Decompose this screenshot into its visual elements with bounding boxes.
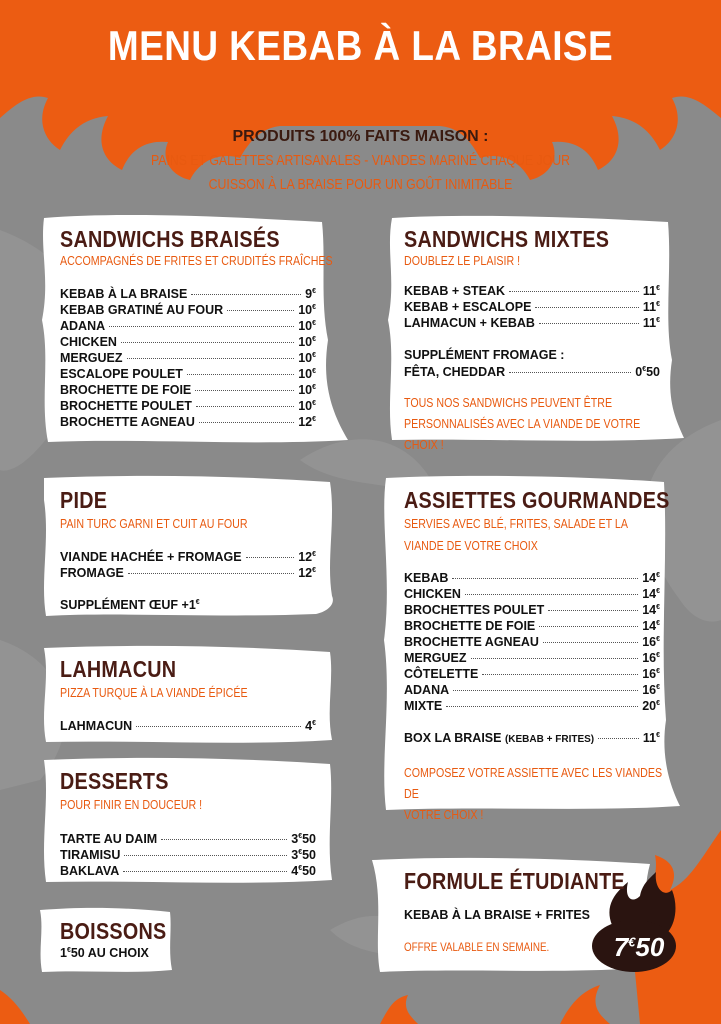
item-price: 11€ bbox=[642, 731, 660, 745]
section-title: FORMULE ÉTUDIANTE bbox=[404, 868, 625, 894]
formula-price-badge: 7€50 bbox=[613, 932, 665, 962]
menu-item bbox=[404, 651, 660, 667]
item-name: KEBAB + ESCALOPE bbox=[404, 300, 532, 314]
item-price: 10€ bbox=[298, 351, 316, 365]
section-title: SANDWICHS MIXTES bbox=[404, 226, 610, 252]
supplement-label: SUPPLÉMENT FROMAGE : bbox=[404, 348, 565, 362]
item-price: 10€ bbox=[298, 335, 316, 349]
menu-item bbox=[404, 731, 660, 747]
item-name: CÔTELETTE bbox=[404, 667, 479, 681]
leader-dots bbox=[482, 674, 638, 675]
item-price: 14€ bbox=[642, 587, 660, 601]
item-price: 16€ bbox=[642, 635, 660, 649]
item-name: BROCHETTES POULET bbox=[404, 603, 545, 617]
item-name: FROMAGE bbox=[60, 566, 124, 580]
leader-dots bbox=[195, 390, 294, 391]
leader-dots bbox=[598, 738, 639, 739]
item-price: 10€ bbox=[298, 319, 316, 333]
menu-item bbox=[60, 566, 316, 582]
item-name: ADANA bbox=[60, 319, 106, 333]
item-price: 12€ bbox=[298, 415, 316, 429]
leader-dots bbox=[535, 307, 638, 308]
item-price: 16€ bbox=[642, 667, 660, 681]
section-title: PIDE bbox=[60, 487, 108, 513]
item-price: 3€50 bbox=[291, 848, 316, 862]
item-price: 11€ bbox=[642, 284, 660, 298]
item-price: 16€ bbox=[642, 683, 660, 697]
menu-item bbox=[404, 284, 660, 300]
item-name: ADANA bbox=[404, 683, 450, 697]
section-subtitle: ACCOMPAGNÉS DE FRITES ET CRUDITÉS FRAÎCHES bbox=[60, 253, 333, 268]
menu-item bbox=[404, 587, 660, 603]
item-name: BOX LA BRAISE (KEBAB + FRITES) bbox=[404, 731, 595, 745]
item-name: TIRAMISU bbox=[60, 848, 121, 862]
section-subtitle: DOUBLEZ LE PLAISIR ! bbox=[404, 253, 521, 268]
leader-dots bbox=[509, 291, 639, 292]
item-price: 11€ bbox=[642, 300, 660, 314]
item-price: 12€ bbox=[298, 566, 316, 580]
leader-dots bbox=[471, 658, 639, 659]
section-subtitle: SERVIES AVEC BLÉ, FRITES, SALADE ET LA VIANDE DE VOTRE CHOIX bbox=[404, 516, 628, 553]
intro-line: CUISSON À LA BRAISE POUR UN GOÛT INIMITABLE bbox=[208, 176, 513, 193]
section-title: BOISSONS bbox=[60, 918, 167, 944]
menu-item bbox=[60, 550, 316, 566]
menu-item bbox=[404, 603, 660, 619]
item-name: KEBAB À LA BRAISE bbox=[60, 287, 188, 301]
item-price: 20€ bbox=[642, 699, 660, 713]
item-price: 14€ bbox=[642, 603, 660, 617]
item-price: 14€ bbox=[642, 619, 660, 633]
item-name: KEBAB + STEAK bbox=[404, 284, 506, 298]
intro-line: PAINS ET GALETTES ARTISANALES - VIANDES MARINÉ CHAQUE JOUR bbox=[151, 152, 570, 169]
section-title: DESSERTS bbox=[60, 768, 169, 794]
menu-item bbox=[60, 848, 316, 864]
menu-item bbox=[404, 316, 660, 332]
section-title: LAHMACUN bbox=[60, 656, 177, 682]
item-name: LAHMACUN bbox=[60, 719, 133, 733]
menu-item bbox=[404, 365, 660, 381]
item-price: 9€ bbox=[305, 287, 316, 301]
menu-item bbox=[404, 619, 660, 635]
leader-dots bbox=[452, 578, 638, 579]
item-name: KEBAB GRATINÉ AU FOUR bbox=[60, 303, 224, 317]
item-price: 4€50 bbox=[291, 864, 316, 878]
item-price: 12€ bbox=[298, 550, 316, 564]
leader-dots bbox=[191, 294, 301, 295]
menu-item bbox=[60, 399, 316, 415]
item-name: BROCHETTE AGNEAU bbox=[404, 635, 539, 649]
item-price: 10€ bbox=[298, 399, 316, 413]
leader-dots bbox=[128, 573, 294, 574]
menu-item bbox=[60, 287, 316, 303]
item-price: 10€ bbox=[298, 303, 316, 317]
menu-item bbox=[404, 699, 660, 715]
item-price: 4€ bbox=[305, 719, 316, 733]
item-name: FÊTA, CHEDDAR bbox=[404, 365, 506, 379]
section-note: TOUS NOS SANDWICHS PEUVENT ÊTRE PERSONNALISÉS AVEC LA VIANDE DE VOTRE CHOIX ! bbox=[404, 395, 641, 452]
item-name: CHICKEN bbox=[404, 587, 461, 601]
section-title: SANDWICHS BRAISÉS bbox=[60, 226, 280, 252]
menu-item bbox=[60, 719, 316, 735]
menu-item bbox=[60, 864, 316, 880]
item-price: 0€50 bbox=[635, 365, 660, 379]
menu-item bbox=[60, 335, 316, 351]
item-name: KEBAB bbox=[404, 571, 449, 585]
menu-item bbox=[60, 367, 316, 383]
formula-item: KEBAB À LA BRAISE + FRITES bbox=[404, 908, 591, 922]
leader-dots bbox=[227, 310, 294, 311]
item-name: VIANDE HACHÉE + FROMAGE bbox=[60, 550, 242, 564]
leader-dots bbox=[539, 626, 638, 627]
menu-item bbox=[60, 351, 316, 367]
leader-dots bbox=[246, 557, 295, 558]
formula-note: OFFRE VALABLE EN SEMAINE. bbox=[404, 940, 550, 954]
item-name: BROCHETTE AGNEAU bbox=[60, 415, 195, 429]
menu-item bbox=[60, 303, 316, 319]
item-name: ESCALOPE POULET bbox=[60, 367, 183, 381]
section-note: COMPOSEZ VOTRE ASSIETTE AVEC LES VIANDES DE VOTRE CHOIX ! bbox=[404, 765, 663, 822]
section-subtitle: PIZZA TURQUE À LA VIANDE ÉPICÉE bbox=[60, 685, 248, 700]
section-subtitle: PAIN TURC GARNI ET CUIT AU FOUR bbox=[60, 516, 248, 531]
item-price: 14€ bbox=[642, 571, 660, 585]
menu-item bbox=[60, 383, 316, 399]
menu-item bbox=[404, 667, 660, 683]
item-name: CHICKEN bbox=[60, 335, 117, 349]
menu-item bbox=[404, 300, 660, 316]
item-name: BROCHETTE DE FOIE bbox=[404, 619, 536, 633]
menu-item bbox=[404, 683, 660, 699]
item-name: LAHMACUN + KEBAB bbox=[404, 316, 535, 330]
leader-dots bbox=[199, 422, 294, 423]
section-title: ASSIETTES GOURMANDES bbox=[404, 487, 670, 513]
menu-item bbox=[60, 415, 316, 431]
leader-dots bbox=[123, 871, 287, 872]
leader-dots bbox=[465, 594, 638, 595]
leader-dots bbox=[453, 690, 638, 691]
leader-dots bbox=[539, 323, 639, 324]
menu-item bbox=[60, 832, 316, 848]
leader-dots bbox=[136, 726, 301, 727]
leader-dots bbox=[127, 358, 295, 359]
item-name: MERGUEZ bbox=[404, 651, 467, 665]
menu-item bbox=[60, 319, 316, 335]
leader-dots bbox=[121, 342, 294, 343]
section-subtitle: POUR FINIR EN DOUCEUR ! bbox=[60, 797, 203, 812]
drink-price: 1€50 AU CHOIX bbox=[60, 946, 149, 960]
intro-headline: PRODUITS 100% FAITS MAISON : bbox=[232, 128, 489, 145]
leader-dots bbox=[509, 372, 631, 373]
leader-dots bbox=[161, 839, 287, 840]
leader-dots bbox=[543, 642, 638, 643]
item-name: BAKLAVA bbox=[60, 864, 120, 878]
page-title: MENU KEBAB À LA BRAISE bbox=[107, 22, 614, 69]
item-name: BROCHETTE POULET bbox=[60, 399, 192, 413]
leader-dots bbox=[187, 374, 294, 375]
item-name: MERGUEZ bbox=[60, 351, 123, 365]
item-price: 3€50 bbox=[291, 832, 316, 846]
supplement-label: SUPPLÉMENT ŒUF +1€ bbox=[60, 598, 200, 612]
item-name: MIXTE bbox=[404, 699, 443, 713]
leader-dots bbox=[548, 610, 638, 611]
item-price: 10€ bbox=[298, 367, 316, 381]
item-price: 10€ bbox=[298, 383, 316, 397]
item-name: BROCHETTE DE FOIE bbox=[60, 383, 192, 397]
item-price: 16€ bbox=[642, 651, 660, 665]
item-price: 11€ bbox=[642, 316, 660, 330]
leader-dots bbox=[109, 326, 294, 327]
menu-item bbox=[404, 571, 660, 587]
leader-dots bbox=[446, 706, 638, 707]
leader-dots bbox=[124, 855, 287, 856]
item-name: TARTE AU DAIM bbox=[60, 832, 158, 846]
leader-dots bbox=[196, 406, 294, 407]
menu-item bbox=[404, 635, 660, 651]
